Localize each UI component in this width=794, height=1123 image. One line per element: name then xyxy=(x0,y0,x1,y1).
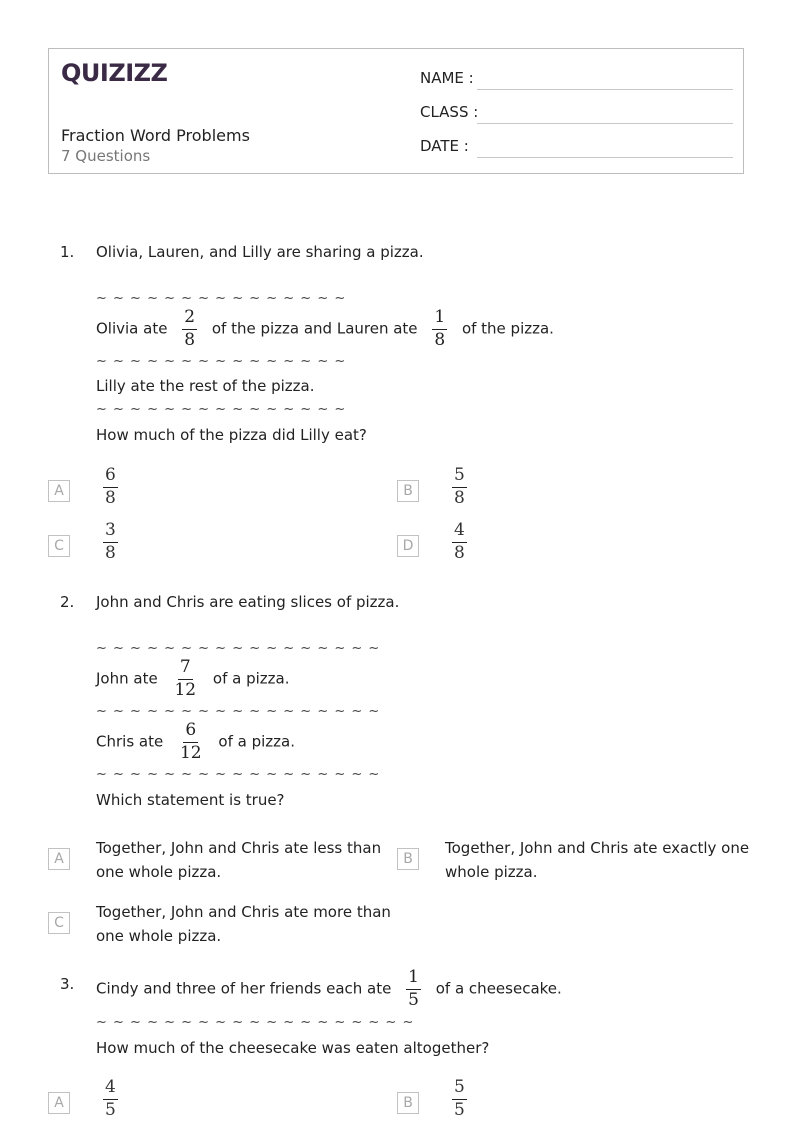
divider: ~ ~ ~ ~ ~ ~ ~ ~ ~ ~ ~ ~ ~ ~ ~ ~ ~ xyxy=(96,767,381,782)
option-d-fraction[interactable] xyxy=(452,521,467,563)
option-a-text[interactable] xyxy=(96,836,381,884)
divider: ~ ~ ~ ~ ~ ~ ~ ~ ~ ~ ~ ~ ~ ~ ~ ~ ~ xyxy=(96,704,381,719)
class-label: CLASS : xyxy=(420,103,479,121)
numerator: 5 xyxy=(452,466,467,488)
text-segment: of the pizza and Lauren ate xyxy=(211,319,418,338)
question-prompt: How much of the pizza did Lilly eat? xyxy=(96,426,367,444)
denominator: 5 xyxy=(105,1099,116,1120)
option-line: whole pizza. xyxy=(445,863,538,881)
option-d-box[interactable]: D xyxy=(397,535,419,557)
denominator: 8 xyxy=(105,487,116,508)
option-b-fraction[interactable] xyxy=(452,466,467,508)
option-a-box[interactable]: A xyxy=(48,848,70,870)
option-c-fraction[interactable] xyxy=(103,521,118,563)
text-segment: Olivia ate xyxy=(96,319,168,338)
text-segment: of a cheesecake. xyxy=(435,979,562,998)
fraction xyxy=(432,308,447,350)
fraction xyxy=(178,721,204,763)
denominator: 8 xyxy=(184,329,196,350)
numerator: 3 xyxy=(103,521,118,543)
fraction xyxy=(172,658,198,700)
numerator: 1 xyxy=(406,968,421,990)
question-count: 7 Questions xyxy=(61,147,151,165)
option-line: Together, John and Chris ate exactly one xyxy=(445,839,750,857)
worksheet-title: Fraction Word Problems xyxy=(61,126,250,145)
question-line xyxy=(96,658,289,700)
date-label: DATE : xyxy=(420,137,469,155)
fraction xyxy=(182,308,197,350)
question-line xyxy=(96,968,562,1010)
text-segment: Chris ate xyxy=(96,732,164,751)
denominator: 12 xyxy=(179,742,202,763)
option-line: one whole pizza. xyxy=(96,927,222,945)
name-field[interactable] xyxy=(477,89,733,90)
fraction xyxy=(406,968,421,1010)
question-number: 3. xyxy=(60,975,75,993)
option-c-box[interactable]: C xyxy=(48,535,70,557)
divider: ~ ~ ~ ~ ~ ~ ~ ~ ~ ~ ~ ~ ~ ~ ~ ~ ~ ~ ~ xyxy=(96,1015,415,1030)
text-segment: of the pizza. xyxy=(461,319,554,338)
option-a-box[interactable]: A xyxy=(48,480,70,502)
divider: ~ ~ ~ ~ ~ ~ ~ ~ ~ ~ ~ ~ ~ ~ ~ xyxy=(96,354,347,369)
denominator: 8 xyxy=(434,329,446,350)
text-segment: of a pizza. xyxy=(212,669,290,688)
class-field[interactable] xyxy=(477,123,733,124)
text-segment: of a pizza. xyxy=(218,732,295,751)
option-c-text[interactable] xyxy=(96,900,391,948)
option-b-text[interactable] xyxy=(445,836,749,884)
denominator: 5 xyxy=(408,989,419,1010)
option-b-fraction[interactable] xyxy=(452,1078,467,1120)
option-b-box[interactable]: B xyxy=(397,1092,419,1114)
option-a-box[interactable]: A xyxy=(48,1092,70,1114)
numerator: 7 xyxy=(178,658,193,680)
numerator: 2 xyxy=(182,308,197,330)
quizizz-logo: QUIZIZZ xyxy=(61,59,168,87)
question-line xyxy=(96,308,554,350)
question-prompt: Which statement is true? xyxy=(96,791,285,809)
numerator: 6 xyxy=(183,721,198,743)
denominator: 5 xyxy=(454,1099,465,1120)
denominator: 12 xyxy=(174,679,197,700)
numerator: 6 xyxy=(103,466,118,488)
name-label: NAME : xyxy=(420,69,474,87)
date-field[interactable] xyxy=(477,157,733,158)
option-line: Together, John and Chris ate more than xyxy=(96,903,391,921)
option-b-box[interactable]: B xyxy=(397,480,419,502)
worksheet-header xyxy=(48,48,744,174)
numerator: 4 xyxy=(452,521,467,543)
question-number: 1. xyxy=(60,243,75,261)
option-line: one whole pizza. xyxy=(96,863,222,881)
numerator: 4 xyxy=(103,1078,118,1100)
question-line xyxy=(96,721,295,763)
option-c-box[interactable]: C xyxy=(48,912,70,934)
numerator: 5 xyxy=(452,1078,467,1100)
question-number: 2. xyxy=(60,593,75,611)
denominator: 8 xyxy=(454,487,465,508)
option-line: Together, John and Chris ate less than xyxy=(96,839,382,857)
option-a-fraction[interactable] xyxy=(103,466,118,508)
option-b-box[interactable]: B xyxy=(397,848,419,870)
question-text: John and Chris are eating slices of pizza. xyxy=(96,593,400,611)
denominator: 8 xyxy=(105,542,116,563)
denominator: 8 xyxy=(454,542,465,563)
text-segment: Cindy and three of her friends each ate xyxy=(96,979,392,998)
divider: ~ ~ ~ ~ ~ ~ ~ ~ ~ ~ ~ ~ ~ ~ ~ xyxy=(96,402,347,417)
question-prompt: How much of the cheesecake was eaten altogether? xyxy=(96,1039,490,1057)
question-line: Lilly ate the rest of the pizza. xyxy=(96,377,315,395)
question-text: Olivia, Lauren, and Lilly are sharing a pizza. xyxy=(96,243,424,261)
numerator: 1 xyxy=(432,308,447,330)
divider: ~ ~ ~ ~ ~ ~ ~ ~ ~ ~ ~ ~ ~ ~ ~ ~ ~ xyxy=(96,641,381,656)
divider: ~ ~ ~ ~ ~ ~ ~ ~ ~ ~ ~ ~ ~ ~ ~ xyxy=(96,291,347,306)
option-a-fraction[interactable] xyxy=(103,1078,118,1120)
text-segment: John ate xyxy=(96,669,158,688)
